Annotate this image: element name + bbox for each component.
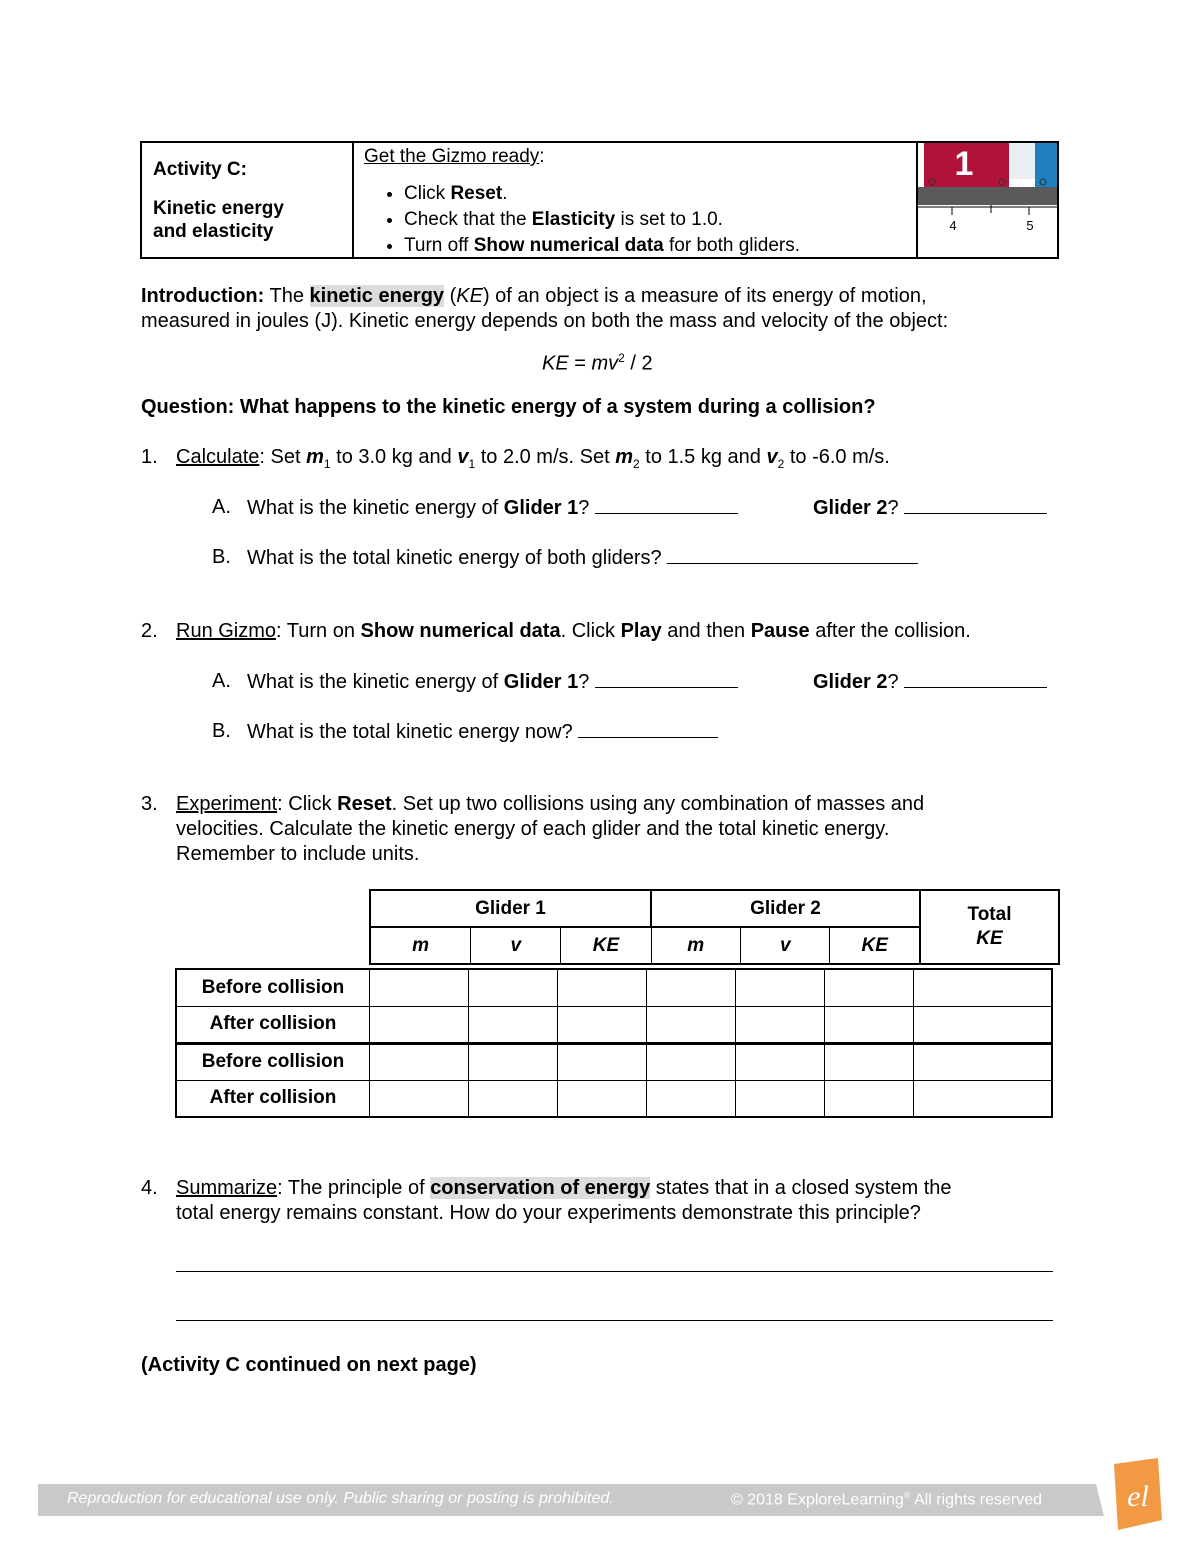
q1b-answer-blank[interactable] — [667, 545, 918, 564]
continued-note: (Activity C continued on next page) — [141, 1354, 477, 1376]
col-m2: m — [651, 927, 740, 964]
table-cell[interactable] — [469, 969, 558, 1006]
gizmo-ready-cell — [354, 143, 918, 257]
activity-label: Activity C: — [153, 159, 247, 180]
q3-prompt-line2: velocities. Calculate the kinetic energy of each glider and the total kinetic energy. — [176, 818, 890, 840]
q3-number: 3. — [141, 793, 158, 815]
air-track — [918, 187, 1057, 205]
table-cell[interactable] — [736, 1043, 825, 1080]
q3-prompt-line3: Remember to include units. — [176, 843, 420, 865]
glider-track-image — [918, 143, 1057, 257]
table-cell[interactable] — [914, 1006, 1053, 1043]
q2a-glider2-answer-blank[interactable] — [904, 669, 1047, 688]
table-cell[interactable] — [370, 1080, 469, 1117]
logo-text: el — [1127, 1480, 1149, 1513]
q4-prompt-line1: Summarize: The principle of conservation of energy states that in a closed system the — [176, 1177, 952, 1199]
q4-answer-line-2[interactable] — [176, 1320, 1053, 1321]
ke-table-header — [369, 889, 1060, 965]
table-cell[interactable] — [825, 969, 914, 1006]
q2a-text: What is the kinetic energy of Glider 1? — [247, 669, 738, 695]
table-cell[interactable] — [558, 969, 647, 1006]
q2a-glider2: Glider 2? — [813, 669, 1047, 695]
question-heading: Question: What happens to the kinetic energy of a system during a collision? — [141, 396, 876, 418]
q1a-glider1-answer-blank[interactable] — [595, 495, 738, 514]
row-label: Before collision — [176, 1043, 370, 1080]
explorelearning-logo-icon — [1108, 1458, 1162, 1530]
footer-notice: Reproduction for educational use only. Public sharing or posting is prohibited. — [67, 1490, 614, 1507]
q1a-text: What is the kinetic energy of Glider 1? — [247, 495, 738, 521]
gizmo-thumbnail — [918, 143, 1057, 257]
table-cell[interactable] — [825, 1080, 914, 1117]
ke-formula: KE = $mv^2 / 2$ — [542, 351, 653, 375]
ruler-tick-5: 5 — [1026, 218, 1034, 233]
q4-prompt-line2: total energy remains constant. How do your experiments demonstrate this principle? — [176, 1202, 921, 1224]
q2a-glider1-answer-blank[interactable] — [595, 669, 738, 688]
table-cell[interactable] — [558, 1080, 647, 1117]
introduction-line2: measured in joules (J). Kinetic energy depends on both the mass and velocity of the object: — [141, 310, 949, 332]
glider2-header: Glider 2 — [651, 890, 920, 927]
col-v1: v — [471, 927, 561, 964]
q1-number: 1. — [141, 446, 158, 468]
table-row — [176, 1080, 1052, 1117]
activity-header-box — [140, 141, 1059, 259]
table-cell[interactable] — [736, 1080, 825, 1117]
row-label: Before collision — [176, 969, 370, 1006]
conservation-energy-term: conservation of energy — [430, 1177, 651, 1199]
kinetic-energy-term: kinetic energy — [309, 285, 445, 307]
glider-number: 1 — [954, 145, 974, 183]
col-m1: m — [370, 927, 471, 964]
bullet-elasticity: • Check that the Elasticity is set to 1.0. — [404, 207, 914, 233]
table-row — [176, 969, 1052, 1006]
table-cell[interactable] — [825, 1043, 914, 1080]
gizmo-ready-label: Get the Gizmo ready: — [364, 146, 545, 167]
table-cell[interactable] — [558, 1006, 647, 1043]
activity-title-line1: Kinetic energy — [153, 198, 284, 219]
q1-prompt: Calculate: Set $m_1$ to 3.0 kg and $v_1$ to 2.0 m/s. Set $m_2$ to 1.5 kg and $v_2$ to -6.0 m/s. — [176, 446, 890, 471]
bullet-numerical-data: • Turn off Show numerical data for both gliders. — [404, 233, 914, 259]
table-cell[interactable] — [647, 969, 736, 1006]
table-cell[interactable] — [469, 1080, 558, 1117]
table-row — [176, 1006, 1052, 1043]
q4-number: 4. — [141, 1177, 158, 1199]
q1a-letter: A. — [212, 496, 231, 518]
q4-answer-line-1[interactable] — [176, 1271, 1053, 1272]
ke-table-body — [175, 968, 1053, 1118]
table-cell[interactable] — [736, 969, 825, 1006]
table-cell[interactable] — [914, 969, 1053, 1006]
table-cell[interactable] — [914, 1043, 1053, 1080]
table-cell[interactable] — [370, 1006, 469, 1043]
q2-prompt: Run Gizmo: Turn on Show numerical data. Click Play and then Pause after the collision. — [176, 620, 971, 642]
row-label: After collision — [176, 1006, 370, 1043]
gizmo-ready-list — [354, 181, 914, 259]
table-row — [176, 1043, 1052, 1080]
col-ke1: KE — [561, 927, 651, 964]
footer-bar — [38, 1484, 1104, 1516]
q1a-glider2-answer-blank[interactable] — [904, 495, 1047, 514]
table-cell[interactable] — [914, 1080, 1053, 1117]
row-label: After collision — [176, 1080, 370, 1117]
footer-copyright: © 2018 ExploreLearning® All rights reserved — [731, 1490, 1043, 1509]
bullet-reset: • Click Reset. — [404, 181, 914, 207]
q2a-letter: A. — [212, 670, 231, 692]
table-cell[interactable] — [469, 1043, 558, 1080]
q2b-letter: B. — [212, 720, 231, 742]
table-cell[interactable] — [647, 1080, 736, 1117]
table-cell[interactable] — [370, 969, 469, 1006]
activity-title-line2: and elasticity — [153, 221, 274, 242]
q2b-answer-blank[interactable] — [578, 719, 718, 738]
table-cell[interactable] — [736, 1006, 825, 1043]
glider1-header: Glider 1 — [370, 890, 651, 927]
col-v2: v — [740, 927, 829, 964]
q3-prompt-line1: Experiment: Click Reset. Set up two collisions using any combination of masses and — [176, 793, 925, 815]
q1b-letter: B. — [212, 546, 231, 568]
q1b-text: What is the total kinetic energy of both gliders? — [247, 545, 918, 571]
table-cell[interactable] — [647, 1043, 736, 1080]
total-ke-header: Total KE — [920, 890, 1059, 964]
q2b-text: What is the total kinetic energy now? — [247, 719, 718, 745]
table-cell[interactable] — [558, 1043, 647, 1080]
table-cell[interactable] — [370, 1043, 469, 1080]
q2-number: 2. — [141, 620, 158, 642]
col-ke2: KE — [830, 927, 920, 964]
table-cell[interactable] — [469, 1006, 558, 1043]
table-cell[interactable] — [647, 1006, 736, 1043]
table-cell[interactable] — [825, 1006, 914, 1043]
ruler-tick-4: 4 — [949, 218, 957, 233]
q1a-glider2: Glider 2? — [813, 495, 1047, 521]
activity-title-cell — [142, 143, 354, 257]
introduction-line1: Introduction: The kinetic energy (KE) of an object is a measure of its energy of motion, — [141, 285, 927, 307]
